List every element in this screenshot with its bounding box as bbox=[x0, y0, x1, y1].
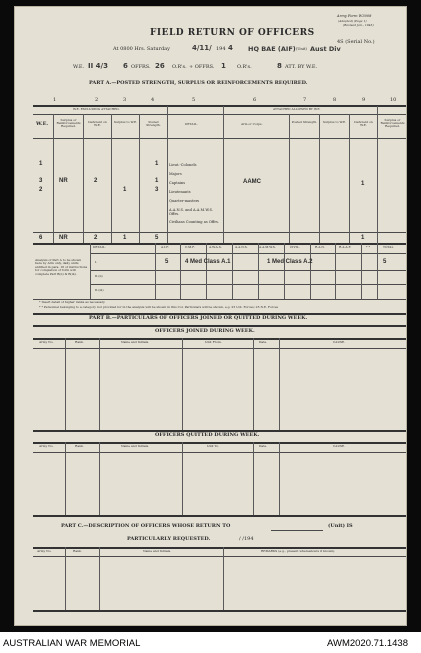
at-time-label: At 0800 Hrs. Saturday bbox=[113, 46, 170, 52]
col-head-surplus-req-2: Surplus or Reinforcements Required. bbox=[380, 118, 405, 128]
col-number: 5 bbox=[192, 97, 196, 103]
analysis-row-label: I. bbox=[95, 260, 98, 264]
col-number: 1 bbox=[53, 97, 57, 103]
plus-offrs-label: + OFFRS. bbox=[189, 64, 215, 70]
footnote-1: * Insert detail of higher ranks as necessary. bbox=[39, 300, 106, 304]
plus-offrs-handwritten: 1 bbox=[221, 62, 226, 70]
analysis-civil-value: 1 Med Class A.2 bbox=[267, 259, 313, 265]
joined-title: OFFICERS JOINED DURING WEEK. bbox=[155, 328, 255, 334]
analysis-total-value: 5 bbox=[383, 259, 387, 265]
rank-label: Quarter-masters bbox=[169, 199, 200, 203]
rank-label: Lieut.-Colonels bbox=[169, 163, 197, 167]
rank-label: Lieutenants bbox=[169, 190, 191, 194]
analysis-head: CIVIL. bbox=[290, 245, 300, 249]
part-c-title-2: PARTICULARLY REQUESTED. bbox=[127, 536, 211, 542]
capt-def-value: 2 bbox=[94, 178, 98, 184]
we-label: W.E. bbox=[73, 64, 85, 70]
part-b-title: PART B.—PARTICULARS OF OFFICERS JOINED OR QUITTED DURING WEEK. bbox=[89, 315, 308, 321]
col-head-deficient-2: Deficient on W.E. bbox=[354, 120, 373, 127]
analysis-head: C.M.F. bbox=[185, 245, 195, 249]
archive-footer bbox=[0, 632, 421, 653]
col-head-arm: Arm or Corps. bbox=[241, 122, 263, 126]
joined-col-head: CAUSE. bbox=[333, 340, 346, 344]
analysis-head: * * bbox=[366, 245, 370, 249]
year-prefix: 194 bbox=[216, 46, 226, 52]
rank-label: Captains bbox=[169, 181, 186, 185]
analysis-head: A.A.N.S. bbox=[235, 245, 248, 249]
form-ref-line3: (Revised Jan., 1943) bbox=[343, 23, 374, 27]
capt-posted-value: 1 bbox=[155, 178, 159, 184]
date-handwritten: 4/11/ bbox=[192, 44, 212, 52]
joined-col-head: Rank. bbox=[75, 340, 84, 344]
analysis-instructions: Analysis of Part A to be shown here by Arm only, daily units entitled in para. 16 of instructions for completion of form will complete Part B(ii) & B(iii). bbox=[35, 258, 88, 276]
col-number: 10 bbox=[390, 97, 397, 103]
analysis-head: A.W.A.S. bbox=[209, 245, 222, 249]
total-posted: 5 bbox=[155, 235, 159, 241]
col-head-detail: DETAIL. bbox=[185, 122, 198, 126]
quitted-col-head: Name and Initials. bbox=[121, 444, 150, 448]
group-attached: ATTACHED ALLOWED BY W.E. bbox=[273, 107, 321, 111]
quitted-col-head: CAUSE. bbox=[333, 444, 346, 448]
total-req: NR bbox=[59, 235, 68, 241]
form-title: FIELD RETURN OF OFFICERS bbox=[150, 28, 315, 38]
we-handwritten: II 4/3 bbox=[88, 62, 108, 70]
total-sur: 1 bbox=[123, 235, 127, 241]
part-c-col-head: Rank. bbox=[73, 549, 82, 553]
rank-label: Civilians Counting as Offrs. bbox=[169, 220, 220, 224]
part-a-title: PART A.—POSTED STRENGTH, SURPLUS OR REINFORCEMENTS REQUIRED. bbox=[89, 80, 308, 86]
analysis-head: DETAIL. bbox=[93, 245, 106, 249]
col-head-posted: Posted Strength. bbox=[146, 120, 161, 127]
col-number: 9 bbox=[362, 97, 366, 103]
serial-number: 4S (Serial No.) bbox=[337, 39, 375, 45]
part-c-date-blank: / /194 bbox=[239, 536, 254, 542]
col-number: 6 bbox=[253, 97, 257, 103]
group-we-excluding: W.E. EXCLUDING ATTACHED. bbox=[73, 107, 120, 111]
col-head-surplus: Surplus to W.E. bbox=[113, 120, 138, 124]
analysis-head: A.A.M.W.S. bbox=[259, 245, 276, 249]
form-ref-line2: (Adapted) (Page 1) bbox=[338, 19, 367, 23]
lt-col-we-value: 1 bbox=[39, 161, 43, 167]
lt-col-posted-value: 1 bbox=[155, 161, 159, 167]
col-head-surplus-req: Surplus or Reinforcements Required. bbox=[56, 118, 81, 128]
total-def: 2 bbox=[94, 235, 98, 241]
plus-ors-label: O.R's. bbox=[237, 64, 252, 70]
quitted-col-head: Date. bbox=[259, 444, 268, 448]
total-we: 6 bbox=[39, 235, 43, 241]
col-head-posted-2: Posted Strength. bbox=[291, 120, 318, 124]
part-c-col-head: Army No. bbox=[37, 549, 52, 553]
form-ref-line1: Army Form W3008 bbox=[337, 14, 372, 18]
analysis-head: A.I.F. bbox=[161, 245, 169, 249]
total-att-def: 1 bbox=[361, 235, 365, 241]
part-c-title: PART C.—DESCRIPTION OF OFFICERS WHOSE RETURN TO bbox=[61, 523, 231, 529]
rank-label: A.A.N.S. and A.A.M.W.S. Offrs. bbox=[169, 208, 214, 216]
col-head-deficient: Deficient on W.E. bbox=[88, 120, 107, 127]
col-number: 3 bbox=[123, 97, 127, 103]
part-c-col-head: Name and Initials. bbox=[143, 549, 172, 553]
col-number: 2 bbox=[95, 97, 99, 103]
offrs-handwritten: 6 bbox=[123, 62, 128, 70]
analysis-cmf-value: 4 Med Class A.1 bbox=[185, 259, 231, 265]
quitted-col-head: Unit To. bbox=[207, 444, 220, 448]
analysis-aif-value: 5 bbox=[165, 259, 169, 265]
unit-handwritten: HQ BAE (AIF) bbox=[248, 45, 296, 53]
ors-handwritten: 26 bbox=[155, 62, 165, 70]
archive-credit: AUSTRALIAN WAR MEMORIAL bbox=[3, 638, 141, 649]
analysis-head: R.A.N. bbox=[315, 245, 325, 249]
analysis-head: R.A.A.F. bbox=[339, 245, 352, 249]
form-page bbox=[14, 6, 407, 626]
joined-col-head: Name and Initials. bbox=[121, 340, 150, 344]
quitted-col-head: Army No. bbox=[39, 444, 54, 448]
capt-req-value: NR bbox=[59, 178, 68, 184]
rank-label: Majors bbox=[169, 172, 182, 176]
analysis-head: TOTAL bbox=[383, 245, 394, 249]
ors-label: O.R's. bbox=[172, 64, 187, 70]
joined-col-head: Unit From. bbox=[205, 340, 222, 344]
unit-handwritten-2: Aust Div bbox=[310, 45, 341, 53]
col-head-surplus-2: Surplus to W.E. bbox=[322, 120, 347, 124]
quitted-title: OFFICERS QUITTED DURING WEEK. bbox=[155, 432, 260, 438]
lieut-posted-value: 3 bbox=[155, 187, 159, 193]
offrs-label: OFFRS. bbox=[131, 64, 151, 70]
col-head-we: W.E. bbox=[36, 121, 49, 127]
part-c-col-head: REMARKS (e.g., present whereabouts if known). bbox=[261, 549, 336, 553]
archive-accession-number: AWM2020.71.1438 bbox=[327, 638, 408, 649]
att-def-value: 1 bbox=[361, 181, 365, 187]
joined-col-head: Army No. bbox=[39, 340, 54, 344]
joined-col-head: Date. bbox=[259, 340, 268, 344]
col-number: 8 bbox=[333, 97, 337, 103]
col-number: 7 bbox=[303, 97, 307, 103]
arm-handwritten: AAMC bbox=[243, 179, 261, 185]
analysis-row-label: II.(ii) bbox=[95, 274, 103, 278]
col-number: 4 bbox=[151, 97, 155, 103]
quitted-col-head: Rank. bbox=[75, 444, 84, 448]
att-handwritten: 8 bbox=[277, 62, 282, 70]
att-label: ATT. BY W.E. bbox=[285, 64, 318, 70]
year-handwritten: 4 bbox=[228, 44, 233, 52]
lieut-we-value: 2 bbox=[39, 187, 43, 193]
lieut-sur-value: 1 bbox=[123, 187, 127, 193]
capt-we-value: 3 bbox=[39, 178, 43, 184]
unit-label: (Unit) bbox=[296, 47, 307, 51]
part-c-unit-label: (Unit) IS bbox=[328, 523, 353, 529]
analysis-row-label: II.(iii) bbox=[95, 288, 104, 292]
footnote-2: * * Personnel belonging to a category not provided for in the analysis will be shown in this Col. Particulars will be shown, e.g. 25 U.K. Forces; 25 N.E. Forces bbox=[39, 305, 279, 309]
